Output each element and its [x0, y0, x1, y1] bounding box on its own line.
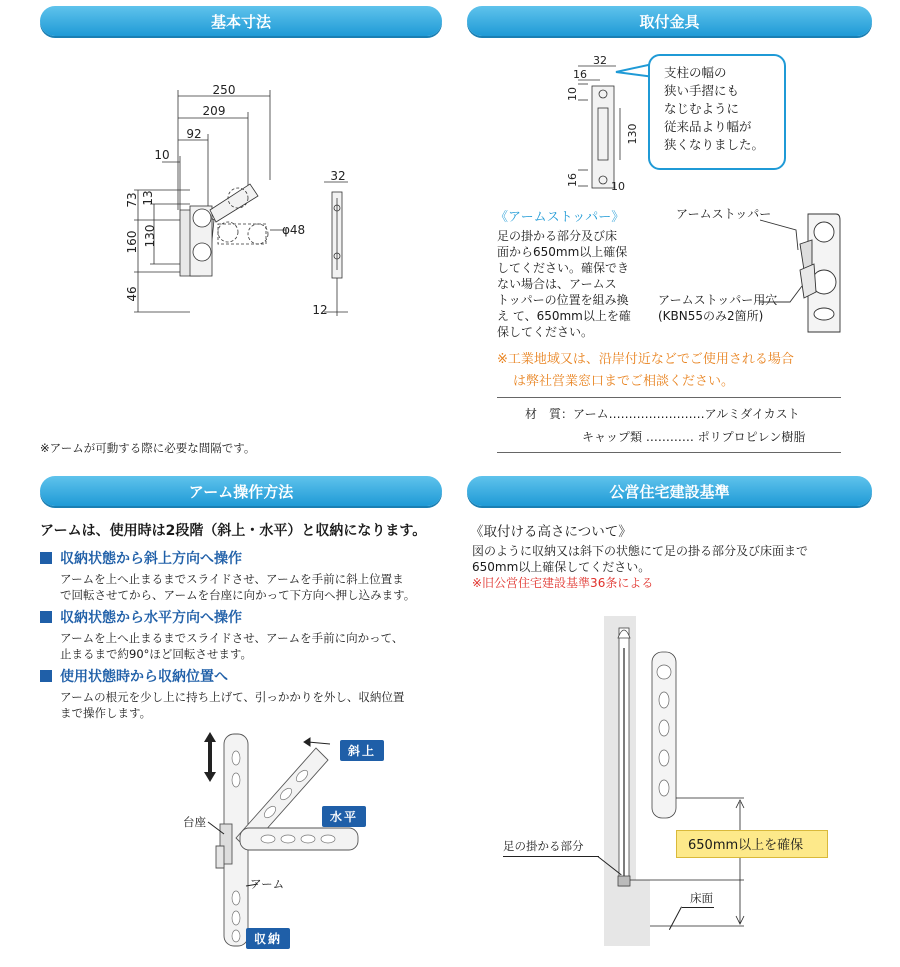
stopper-diagram [760, 210, 842, 336]
dim-92: 92 [186, 127, 202, 141]
stopper-title: 《アームストッパー》 [495, 210, 625, 225]
dim-46: 46 [125, 286, 139, 302]
dim-10: 10 [154, 148, 170, 162]
bracket-dim-16-bottom: 16 [566, 173, 579, 187]
arm-op-title: 収納状態から水平方向へ操作 [40, 607, 403, 627]
dim-209: 209 [202, 104, 226, 118]
tag-horizontal: 水平 [322, 806, 366, 827]
arm-op-item-1 [40, 548, 415, 603]
material-arm-row [525, 406, 800, 422]
material-divider-bottom [497, 452, 841, 453]
dim-130: 130 [143, 224, 157, 248]
callout-line: 狭くなりました。 [664, 137, 765, 152]
callout-line: なじむように [664, 101, 740, 116]
dim-side-12: 12 [312, 303, 328, 317]
stopper-line: 保してください。 [497, 325, 594, 339]
label-arm-stopper: アームストッパー [676, 207, 772, 221]
stopper-line: 足の掛かる部分及び床 [497, 229, 618, 243]
housing-note: ※旧公営住宅建設基準36条による [472, 576, 654, 590]
arm-op-item-3 [40, 666, 404, 721]
stopper-line: ない場合は、アームス [497, 277, 617, 291]
label-base: 台座 [183, 815, 206, 829]
housing-text [472, 543, 808, 575]
arm-op-title: 使用状態時から収納位置へ [40, 666, 404, 686]
arm-op-line: アームを上へ止まるまでスライドさせ、アームを手前に向かって、 [60, 631, 404, 645]
label-floor: 床面 [690, 891, 713, 905]
tag-stowed: 収納 [246, 928, 290, 949]
warning-line-1: ※工業地域又は、沿岸付近などでご使用される場合 [497, 352, 794, 367]
arm-op-title: 収納状態から斜上方向へ操作 [40, 548, 415, 568]
callout-text [664, 64, 764, 154]
dim-side-32: 32 [330, 169, 346, 183]
arm-ops-intro: アームは、使用時は2段階（斜上・水平）と収納になります。 [40, 523, 427, 539]
material-cap: ポリプロピレン樹脂 [697, 430, 806, 444]
stopper-line: してください。確保でき [497, 261, 630, 275]
label-stopper-hole-note: (KBN55のみ2箇所) [658, 309, 764, 323]
housing-line: 650mm以上確保してください。 [472, 560, 651, 574]
material-dots: …………………… [608, 407, 705, 421]
dim-160: 160 [125, 230, 139, 254]
material-divider-top [497, 397, 841, 398]
stopper-line: トッパーの位置を組み換 [497, 293, 629, 307]
material-cap-label: キャップ類 [582, 430, 643, 444]
tag-diagonal-up: 斜上 [340, 740, 384, 761]
header-arm-ops: アーム操作方法 [40, 476, 442, 506]
label-stopper-hole: アームストッパー用穴 [658, 293, 778, 307]
arm-op-line: で回転させてから、アームを台座に向かって下方向へ押し込みます。 [60, 588, 416, 602]
dim-73: 73 [125, 192, 139, 208]
material-label: 材 質：アーム [525, 407, 609, 421]
bracket-dim-32: 32 [593, 54, 607, 67]
basic-dims-note: ※アームが可動する際に必要な間隔です。 [40, 441, 256, 455]
dim-13: 13 [141, 190, 155, 206]
dim-dia48: φ48 [282, 223, 306, 237]
bracket-dim-130: 130 [626, 123, 639, 145]
stopper-line: 面から650mm以上確保 [497, 245, 628, 259]
callout-line: 狭い手摺にも [664, 83, 740, 98]
arm-op-line: まで操作します。 [60, 706, 152, 720]
stopper-line: え て、650mm以上を確 [497, 309, 631, 323]
arm-op-line: アームの根元を少し上に持ち上げて、引っかかりを外し、収納位置 [60, 690, 405, 704]
header-basic-dims: 基本寸法 [40, 6, 442, 36]
housing-title: 《取付ける高さについて》 [470, 524, 632, 540]
secure-650-label: 650mm以上を確保 [688, 838, 804, 853]
basic-dims-diagram [110, 80, 370, 325]
header-public-housing: 公営住宅建設基準 [467, 476, 872, 506]
arm-op-item-2 [40, 607, 403, 662]
arm-op-line: アームを上へ止まるまでスライドさせ、アームを手前に斜上位置ま [60, 572, 404, 586]
label-arm: アーム [250, 877, 285, 891]
arm-op-line: 止まるまで約90°ほど回転させます。 [60, 647, 252, 661]
stopper-text [497, 228, 631, 340]
material-cap-dots: ………… [645, 430, 694, 444]
housing-line: 図のように収納又は斜下の状態にて足の掛る部分及び床面まで [472, 544, 809, 558]
leader-floor [682, 907, 714, 908]
callout-line: 支柱の幅の [664, 65, 727, 80]
material-cap-row [582, 429, 805, 445]
callout-line: 従来品より幅が [664, 119, 752, 134]
warning-line-2: は弊社営業窓口までご相談ください。 [513, 374, 735, 389]
bracket-dim-16-top: 16 [573, 68, 587, 81]
material-arm: アルミダイカスト [704, 407, 800, 421]
dim-250: 250 [212, 83, 236, 97]
housing-diagram [604, 608, 754, 950]
bracket-dim-10-bottom: 10 [611, 180, 625, 193]
bracket-dim-10-top: 10 [566, 87, 579, 101]
label-foot-area: 足の掛かる部分 [503, 839, 584, 853]
leader-foot [503, 856, 599, 857]
arm-ops-diagram [180, 728, 380, 960]
header-bracket: 取付金具 [467, 6, 872, 36]
